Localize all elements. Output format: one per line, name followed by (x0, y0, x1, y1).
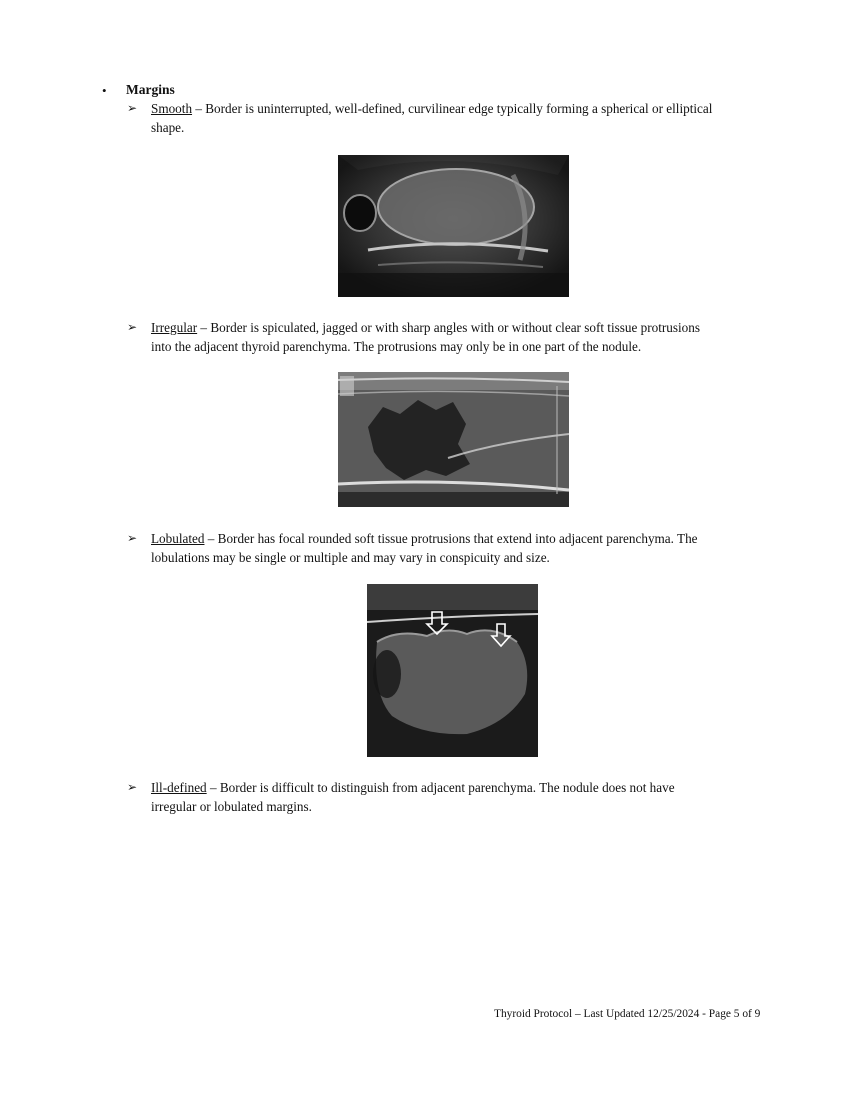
ultrasound-image-smooth (338, 155, 569, 297)
item-text: – Border has focal rounded soft tissue protrusions that extend into adjacent parenchyma. The (204, 531, 698, 546)
item-text: – Border is spiculated, jagged or with sharp angles with or without clear soft tissue protrusions (197, 320, 700, 335)
item-term: Smooth (151, 101, 193, 116)
section-heading: Margins (126, 82, 175, 97)
item-ill-defined (151, 778, 771, 816)
section-bullet: • (102, 83, 107, 98)
item-marker: ➢ (127, 320, 138, 334)
item-term: Irregular (151, 320, 198, 335)
page-footer: Thyroid Protocol – Last Updated 12/25/2024 - Page 5 of 9 (494, 1008, 761, 1020)
item-term: Ill-defined (151, 780, 207, 795)
item-text-cont: into the adjacent thyroid parenchyma. The protrusions may only be in one part of the nodule. (151, 339, 642, 354)
item-smooth (151, 99, 771, 137)
ultrasound-image-irregular (338, 372, 569, 507)
item-text: – Border is uninterrupted, well-defined, curvilinear edge typically forming a spherical or elliptical (192, 101, 713, 116)
item-lobulated (151, 529, 771, 567)
item-marker: ➢ (127, 531, 138, 545)
item-marker: ➢ (127, 101, 138, 115)
item-text-cont: irregular or lobulated margins. (151, 799, 312, 814)
item-text: – Border is difficult to distinguish from adjacent parenchyma. The nodule does not have (206, 780, 675, 795)
ultrasound-image-lobulated (367, 584, 538, 757)
item-marker: ➢ (127, 780, 138, 794)
item-text-cont: lobulations may be single or multiple and may vary in conspicuity and size. (151, 550, 550, 565)
item-term: Lobulated (151, 531, 205, 546)
item-text-cont: shape. (151, 120, 185, 135)
item-irregular (151, 318, 771, 356)
